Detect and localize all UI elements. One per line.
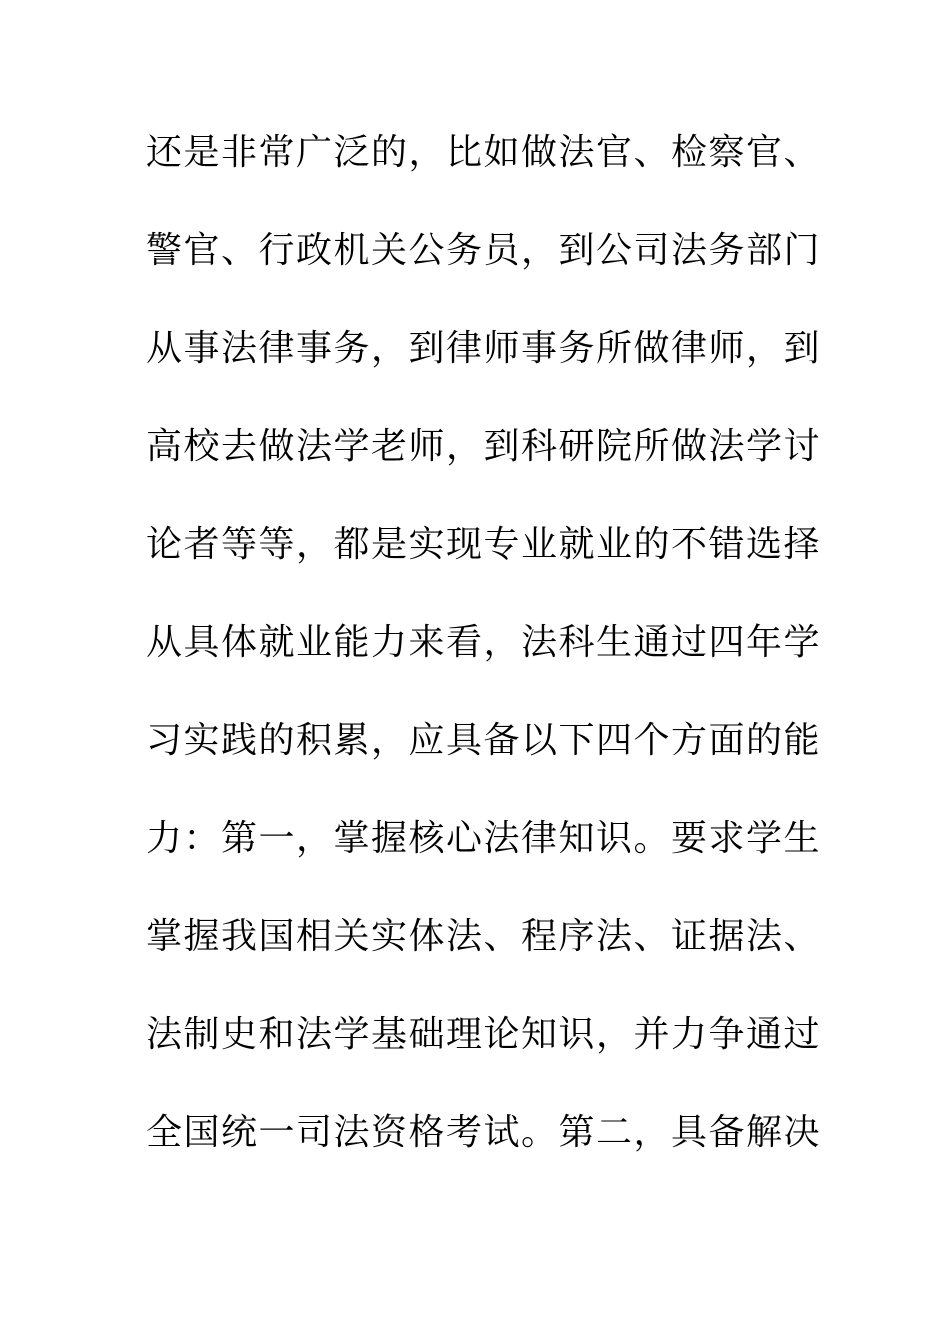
text-line: 警官、行政机关公务员，到公司法务部门 [146, 230, 822, 271]
text-line: 掌握我国相关实体法、程序法、证据法、 [146, 916, 822, 957]
body-text [146, 124, 822, 1202]
text-line: 从事法律事务，到律师事务所做律师，到 [146, 328, 822, 369]
text-line: 高校去做法学老师，到科研院所做法学讨 [146, 426, 822, 467]
text-line: 还是非常广泛的，比如做法官、检察官、 [146, 132, 822, 173]
text-line: 力：第一，掌握核心法律知识。要求学生 [146, 818, 822, 859]
text-line: 全国统一司法资格考试。第二，具备解决 [146, 1112, 822, 1153]
text-line: 法制史和法学基础理论知识，并力争通过 [146, 1014, 822, 1055]
text-line: 论者等等，都是实现专业就业的不错选择 [146, 524, 822, 565]
text-line: 习实践的积累，应具备以下四个方面的能 [146, 720, 822, 761]
text-line: 从具体就业能力来看，法科生通过四年学 [146, 622, 822, 663]
